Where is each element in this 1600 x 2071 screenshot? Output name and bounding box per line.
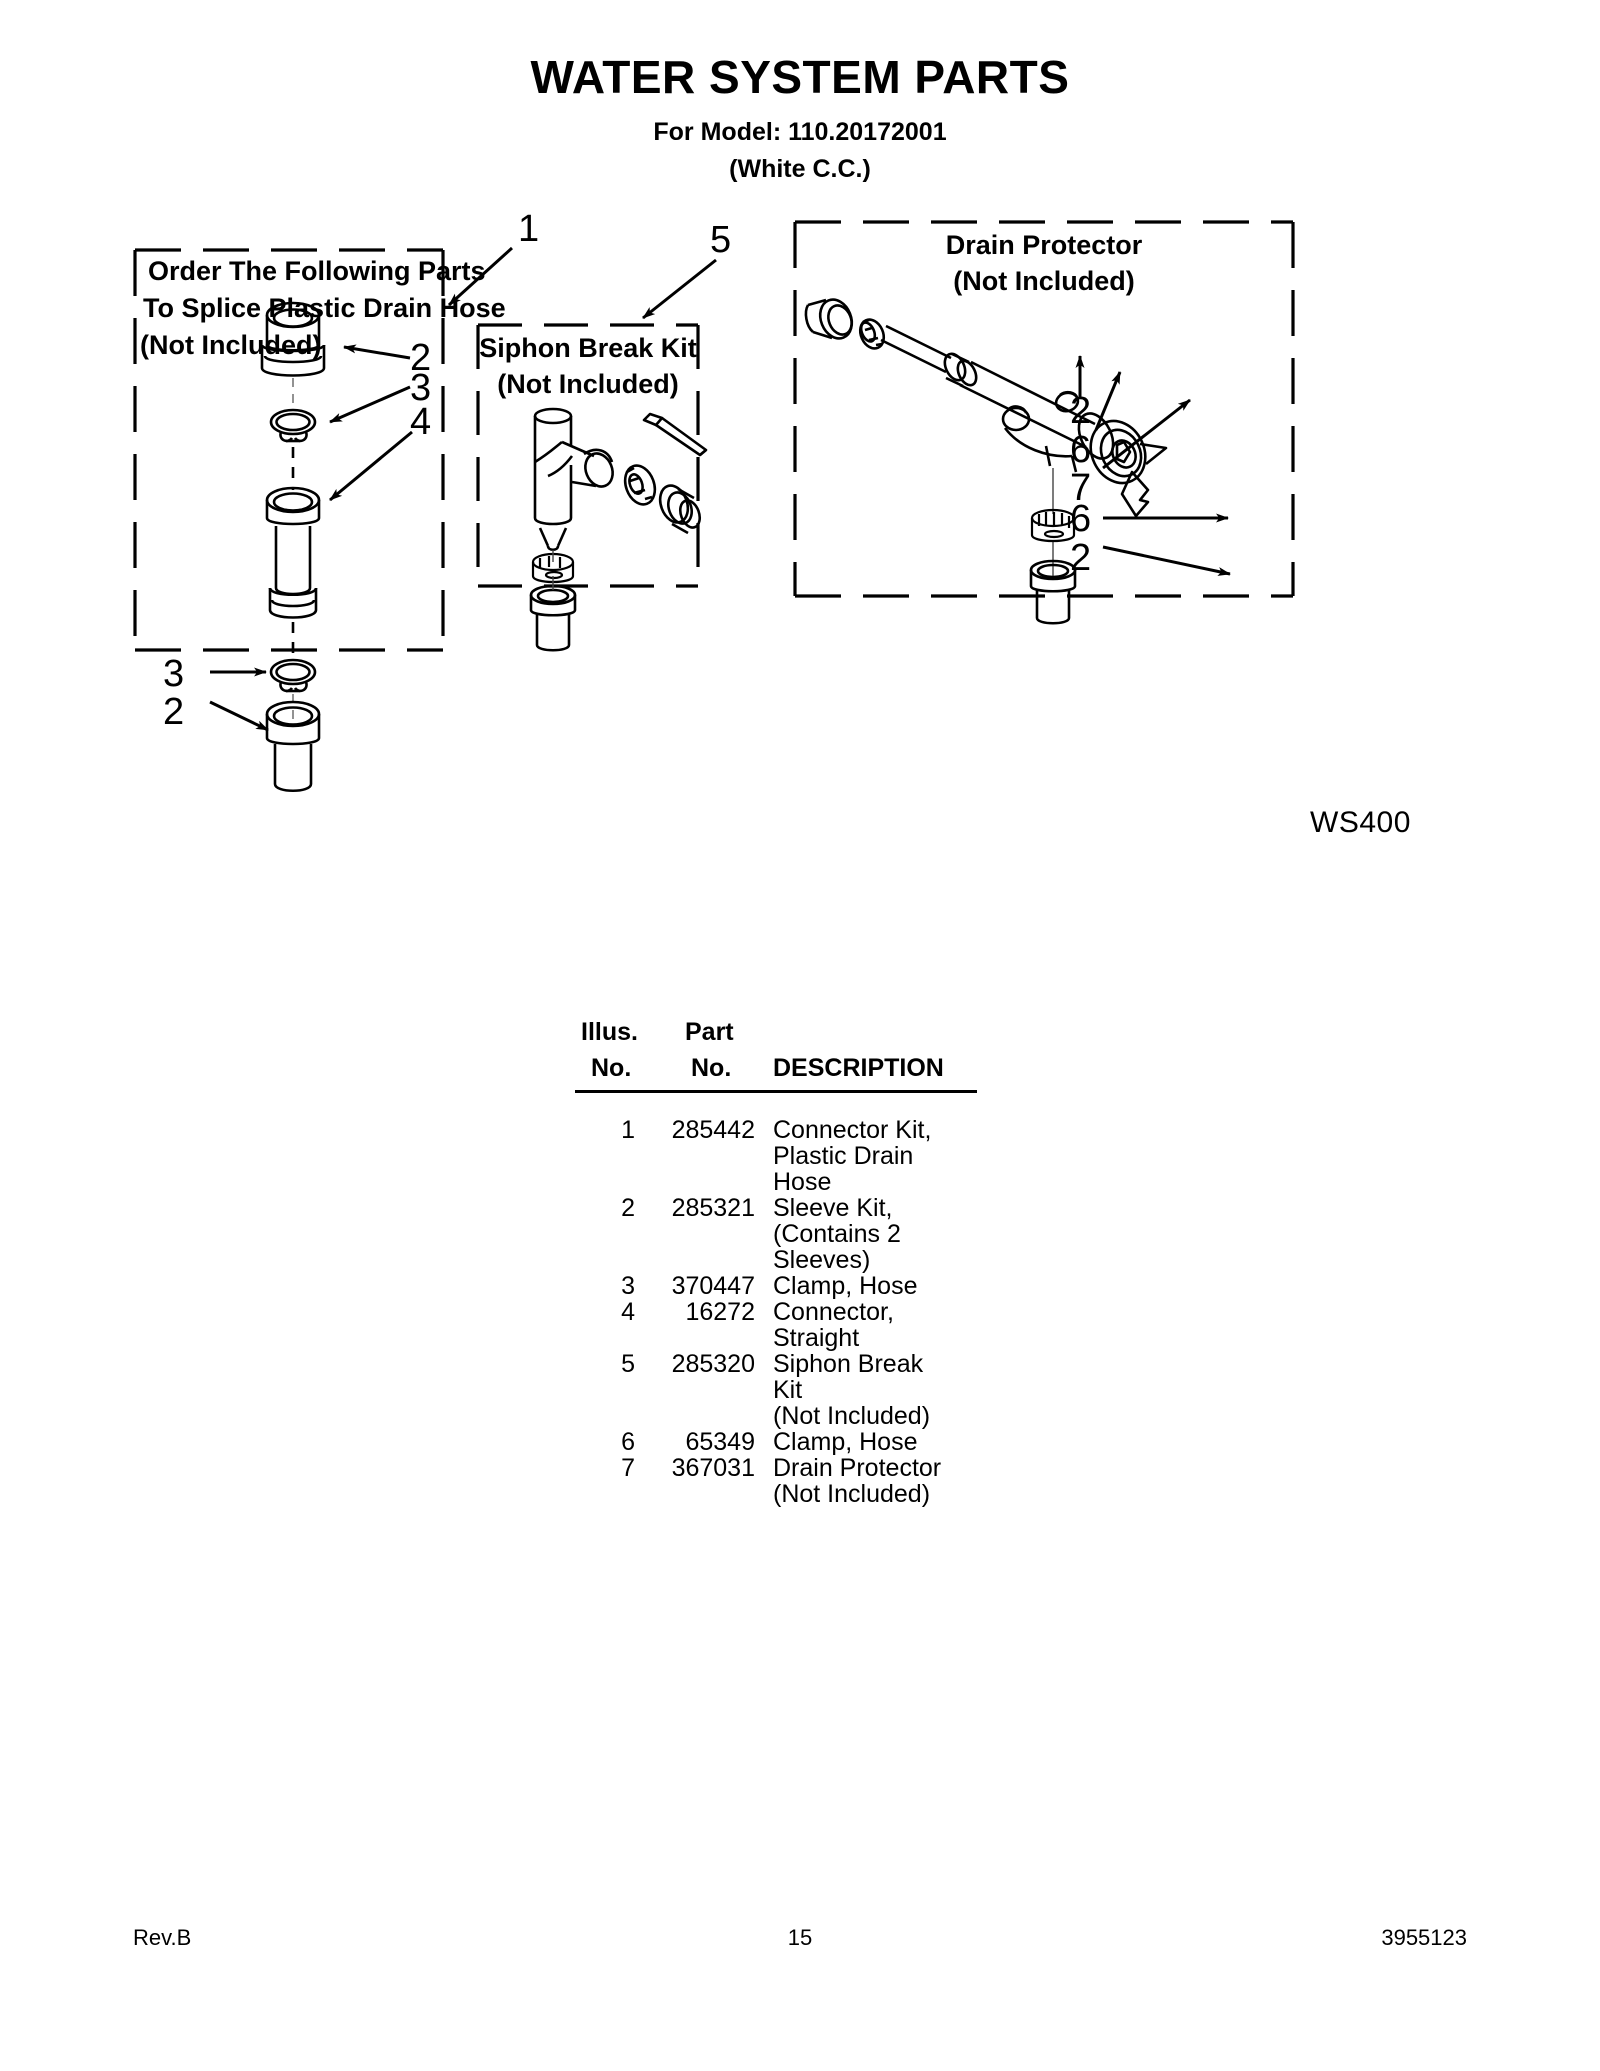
splice-kit-box-title-line2: To Splice Plastic Drain Hose	[143, 293, 506, 323]
splice-kit-box-title-line3: (Not Included)	[140, 330, 322, 360]
cell-description: (Not Included)	[773, 1480, 931, 1508]
table-row	[575, 1350, 1035, 1428]
splice-lower-clamp-drawing	[271, 660, 315, 691]
cell-description: Straight	[773, 1324, 860, 1352]
drain-protector-box-title-line2: (Not Included)	[953, 266, 1135, 296]
table-row	[575, 1454, 1035, 1506]
table-row-line	[575, 1324, 1035, 1350]
cell-illus-no: 6	[621, 1428, 635, 1456]
table-row-line	[575, 1350, 1035, 1376]
drain-protector-drawing	[806, 295, 1166, 623]
parts-table-body	[575, 1116, 1035, 1506]
table-row	[575, 1116, 1035, 1194]
cell-description: (Contains 2	[773, 1220, 901, 1248]
siphon-break-kit-box-title-line2: (Not Included)	[497, 369, 679, 399]
table-row-line	[575, 1246, 1035, 1272]
parts-table-header	[575, 1018, 1035, 1094]
callout-splice-lower-clamp: 3	[163, 653, 185, 695]
table-row-line	[575, 1480, 1035, 1506]
cell-illus-no: 1	[621, 1116, 635, 1144]
header-illus-line2: No.	[591, 1054, 632, 1082]
cell-part-no: 65349	[685, 1428, 755, 1456]
callout-1: 1	[518, 208, 540, 250]
table-row-line	[575, 1194, 1035, 1220]
table-row-line	[575, 1168, 1035, 1194]
drain-protector-box-title-line1: Drain Protector	[945, 230, 1143, 260]
cell-description: Sleeve Kit,	[773, 1194, 893, 1222]
callout-drain-upper-clamp: 6	[1070, 429, 1092, 471]
callout-splice-lower-sleeve: 2	[163, 691, 185, 733]
callout-drain-lower-sleeve: 2	[1070, 537, 1092, 579]
splice-connector-drawing	[267, 488, 319, 618]
table-row	[575, 1428, 1035, 1454]
table-row-line	[575, 1220, 1035, 1246]
cell-illus-no: 3	[621, 1272, 635, 1300]
cell-illus-no: 2	[621, 1194, 635, 1222]
footer-revision: Rev.B	[133, 1925, 192, 1950]
table-row-line	[575, 1272, 1035, 1298]
cell-part-no: 367031	[671, 1454, 755, 1482]
header-illus-line1: Illus.	[581, 1018, 638, 1046]
cell-description: Drain Protector	[773, 1454, 942, 1482]
header-part-line2: No.	[691, 1054, 732, 1082]
cell-part-no: 285321	[671, 1194, 755, 1222]
cell-part-no: 16272	[685, 1298, 755, 1326]
drain-callout-leaders	[1080, 356, 1230, 574]
splice-kit-box-title-line1: Order The Following Parts	[148, 256, 486, 286]
header-divider	[575, 1090, 977, 1093]
table-row-line	[575, 1298, 1035, 1324]
cell-description: Clamp, Hose	[773, 1428, 918, 1456]
cell-part-no: 370447	[671, 1272, 755, 1300]
siphon-break-kit-drawing	[531, 409, 706, 650]
figure-code-label: WS400	[1310, 806, 1411, 839]
siphon-break-kit-box-title-line1: Siphon Break Kit	[479, 333, 697, 363]
table-row-line	[575, 1142, 1035, 1168]
table-row-line	[575, 1376, 1035, 1402]
footer-document-number: 3955123	[1381, 1925, 1467, 1950]
callout-drain-lower-clamp: 6	[1070, 498, 1092, 540]
callout-splice-upper-sleeve: 2	[410, 337, 432, 379]
table-row-line	[575, 1454, 1035, 1480]
table-row-line	[575, 1116, 1035, 1142]
splice-upper-clamp-drawing	[271, 410, 315, 441]
callout-drain-protector: 7	[1070, 467, 1092, 509]
page-title: WATER SYSTEM PARTS	[530, 51, 1070, 103]
table-row	[575, 1194, 1035, 1272]
parts-illustration	[0, 208, 1600, 870]
table-row-line	[575, 1428, 1035, 1454]
cell-description: Siphon Break	[773, 1350, 924, 1378]
callout-drain-upper-sleeve: 2	[1070, 390, 1092, 432]
table-row	[575, 1272, 1035, 1298]
model-subtitle: For Model: 110.20172001	[653, 118, 947, 146]
cell-description: Clamp, Hose	[773, 1272, 918, 1300]
cell-illus-no: 5	[621, 1350, 635, 1378]
header-part-line1: Part	[685, 1018, 734, 1046]
cell-part-no: 285320	[671, 1350, 755, 1378]
cell-description: Plastic Drain	[773, 1142, 914, 1170]
table-row	[575, 1298, 1035, 1350]
callout-splice-upper-clamp: 3	[410, 367, 432, 409]
cell-illus-no: 7	[621, 1454, 635, 1482]
cell-description: (Not Included)	[773, 1402, 931, 1430]
cell-description: Sleeves)	[773, 1246, 871, 1274]
variant-subtitle: (White C.C.)	[729, 155, 871, 183]
cell-description: Kit	[773, 1376, 803, 1404]
header-description: DESCRIPTION	[773, 1054, 944, 1082]
table-row-line	[575, 1402, 1035, 1428]
cell-description: Connector,	[773, 1298, 894, 1326]
callout-splice-connector: 4	[410, 401, 432, 443]
parts-table	[575, 1018, 1035, 1506]
cell-description: Connector Kit,	[773, 1116, 932, 1144]
cell-part-no: 285442	[671, 1116, 755, 1144]
callout-5: 5	[710, 219, 732, 261]
cell-description: Hose	[773, 1168, 832, 1196]
footer-page-number: 15	[787, 1925, 813, 1950]
siphon-break-kit-box-border	[478, 325, 698, 586]
cell-illus-no: 4	[621, 1298, 635, 1326]
